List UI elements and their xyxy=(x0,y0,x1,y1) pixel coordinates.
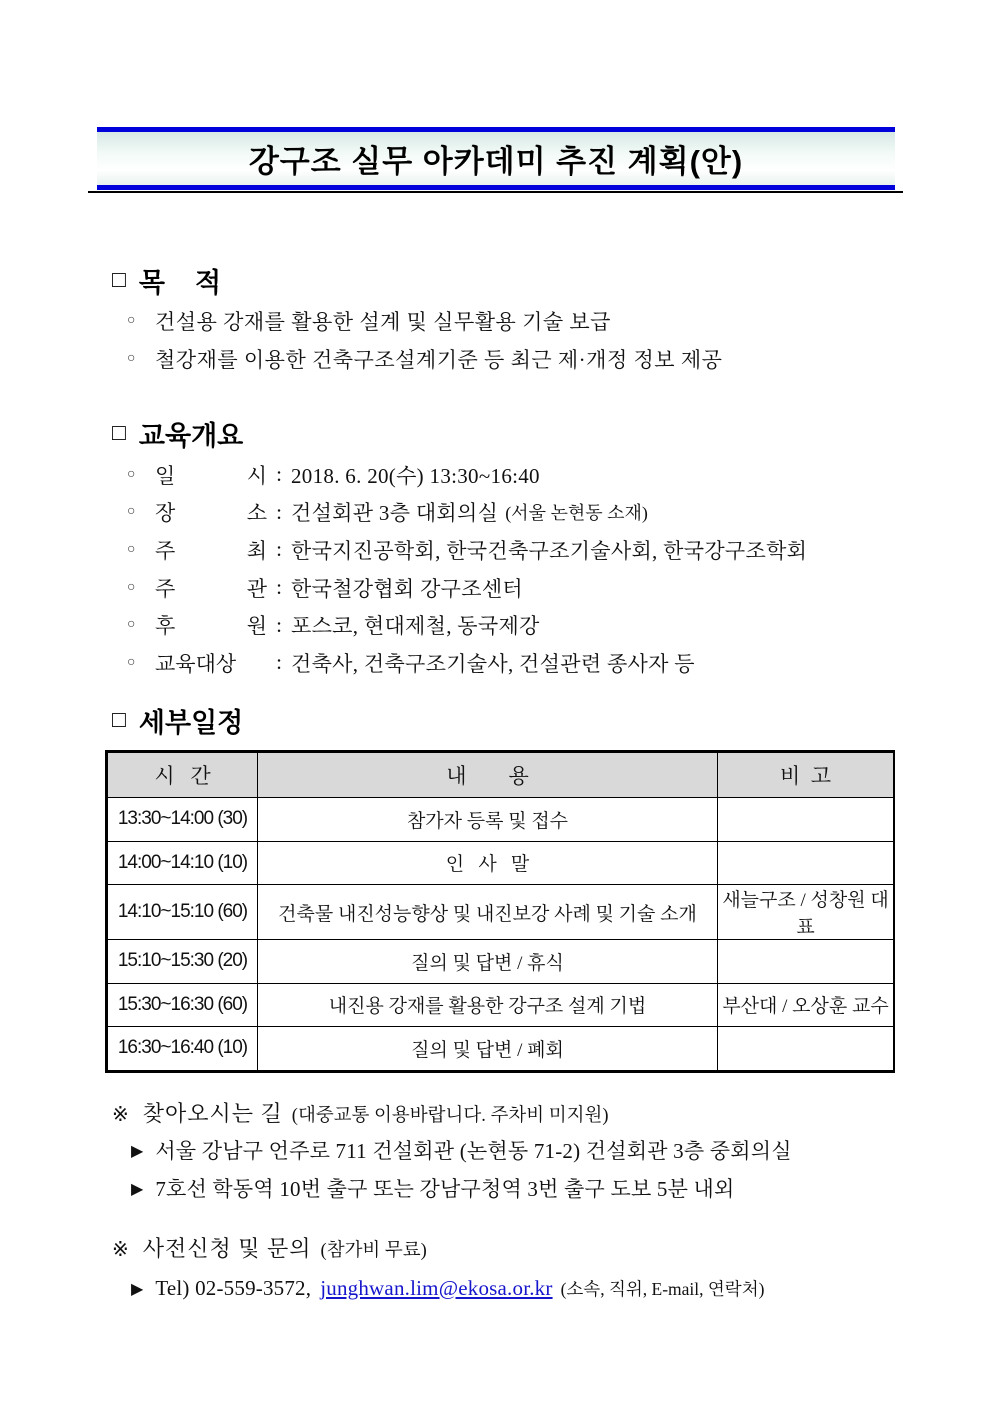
overview-item-value: 한국지진공학회, 한국건축구조기술사회, 한국강구조학회 xyxy=(291,538,808,563)
cell-time: 14:00~14:10 (10) xyxy=(108,841,258,885)
list-item xyxy=(131,1174,735,1202)
direction-item-text: 서울 강남구 언주로 711 건설회관 (논현동 71-2) 건설회관 3층 중회의실 xyxy=(155,1139,792,1163)
arrow-bullet-icon: ▶ xyxy=(131,1140,144,1160)
square-bullet-icon: □ xyxy=(112,266,126,292)
tel-number: Tel) 02-559-3572, xyxy=(155,1275,312,1300)
overview-list xyxy=(127,456,807,682)
label-colon: : xyxy=(276,575,282,600)
list-item xyxy=(127,494,807,532)
overview-item-value: 건축사, 건축구조기술사, 건설관련 종사자 등 xyxy=(291,651,695,676)
overview-item-note: (서울 논현동 소재) xyxy=(505,503,648,524)
table-row xyxy=(108,798,894,842)
cell-content: 참가자 등록 및 접수 xyxy=(258,798,718,842)
table-row xyxy=(108,1027,894,1071)
schedule-section-heading xyxy=(112,701,243,740)
cell-content: 질의 및 답변 / 폐회 xyxy=(258,1027,718,1071)
cell-time: 16:30~16:40 (10) xyxy=(108,1027,258,1071)
circle-bullet-icon: ○ xyxy=(127,313,136,328)
column-header-note: 비 고 xyxy=(718,753,894,798)
cell-note xyxy=(718,841,894,885)
overview-item-label: 일 시 xyxy=(155,463,267,488)
overview-item-label: 후 원 xyxy=(155,614,267,639)
cell-content: 내진용 강재를 활용한 강구조 설계 기법 xyxy=(258,983,718,1027)
label-colon: : xyxy=(276,537,282,562)
cell-time: 15:30~16:30 (60) xyxy=(108,983,258,1027)
directions-title: 찾아오시는 길 xyxy=(142,1101,283,1126)
list-item xyxy=(127,340,722,378)
overview-section-heading xyxy=(112,414,243,453)
list-item xyxy=(127,606,807,644)
purpose-bullet-text: 건설용 강재를 활용한 설계 및 실무활용 기술 보급 xyxy=(155,310,611,334)
cell-content: 건축물 내진성능향상 및 내진보강 사례 및 기술 소개 xyxy=(258,885,718,940)
cell-note xyxy=(718,798,894,842)
table-row xyxy=(108,841,894,885)
table-row xyxy=(108,940,894,984)
circle-bullet-icon: ○ xyxy=(127,617,136,633)
reference-mark-icon: ※ xyxy=(112,1102,129,1126)
list-item xyxy=(127,531,807,569)
circle-bullet-icon: ○ xyxy=(127,654,136,670)
label-colon: : xyxy=(276,462,282,487)
cell-time: 13:30~14:00 (30) xyxy=(108,798,258,842)
cell-note xyxy=(718,940,894,984)
square-bullet-icon: □ xyxy=(112,706,126,732)
arrow-bullet-icon: ▶ xyxy=(131,1278,144,1298)
overview-item-label: 주 최 xyxy=(155,538,267,563)
banner-shadow-rule xyxy=(88,191,903,193)
cell-note: 부산대 / 오상훈 교수 xyxy=(718,983,894,1027)
table-header-row xyxy=(108,753,894,798)
list-item xyxy=(127,456,807,494)
overview-item-value: 건설회관 3층 대회의실 xyxy=(291,501,499,526)
cell-content: 인 사 말 xyxy=(258,841,718,885)
arrow-bullet-icon: ▶ xyxy=(131,1178,144,1198)
schedule-heading-label: 세부일정 xyxy=(138,708,244,738)
reference-mark-icon: ※ xyxy=(112,1237,129,1261)
application-title: 사전신청 및 문의 xyxy=(142,1236,312,1261)
square-bullet-icon: □ xyxy=(112,419,126,445)
circle-bullet-icon: ○ xyxy=(127,579,136,595)
application-note-heading xyxy=(112,1232,427,1263)
circle-bullet-icon: ○ xyxy=(127,504,136,520)
application-title-note: (참가비 무료) xyxy=(320,1241,427,1261)
cell-note xyxy=(718,1027,894,1071)
purpose-section-heading xyxy=(112,261,221,300)
purpose-bullet-text: 철강재를 이용한 건축구조설계기준 등 최근 제·개정 정보 제공 xyxy=(155,348,723,372)
circle-bullet-icon: ○ xyxy=(127,351,136,366)
purpose-bullet-list xyxy=(127,302,722,378)
contact-fields-note: (소속, 직위, E-mail, 연락처) xyxy=(560,1278,765,1299)
overview-item-value: 한국철강협회 강구조센터 xyxy=(291,576,523,601)
title-banner xyxy=(97,127,895,190)
email-link[interactable]: junghwan.lim@ekosa.or.kr xyxy=(320,1275,553,1300)
cell-time: 14:10~15:10 (60) xyxy=(108,885,258,940)
circle-bullet-icon: ○ xyxy=(127,541,136,557)
overview-item-label: 주 관 xyxy=(155,576,267,601)
overview-item-label: 장 소 xyxy=(155,501,267,526)
schedule-table xyxy=(105,750,895,1073)
list-item xyxy=(131,1136,792,1164)
overview-heading-label: 교육개요 xyxy=(138,421,244,451)
purpose-heading-label: 목 적 xyxy=(138,268,222,298)
circle-bullet-icon: ○ xyxy=(127,466,136,482)
cell-note: 새늘구조 / 성창원 대표 xyxy=(718,885,894,940)
table-row xyxy=(108,983,894,1027)
direction-item-text: 7호선 학동역 10번 출구 또는 강남구청역 3번 출구 도보 5분 내외 xyxy=(155,1177,735,1201)
overview-item-label: 교육대상 xyxy=(155,651,237,676)
list-item xyxy=(127,302,722,340)
column-header-content: 내 용 xyxy=(258,753,718,798)
overview-item-value: 2018. 6. 20(수) 13:30~16:40 xyxy=(291,463,540,488)
list-item xyxy=(127,644,807,682)
document-title: 강구조 실무 아카데미 추진 계획(안) xyxy=(248,144,744,179)
label-colon: : xyxy=(276,650,282,675)
column-header-time: 시 간 xyxy=(108,753,258,798)
directions-title-note: (대중교통 이용바랍니다. 주차비 미지원) xyxy=(291,1106,609,1126)
contact-line xyxy=(131,1274,764,1302)
table-row xyxy=(108,885,894,940)
directions-note-heading xyxy=(112,1097,609,1128)
cell-content: 질의 및 답변 / 휴식 xyxy=(258,940,718,984)
label-colon: : xyxy=(276,612,282,637)
label-colon: : xyxy=(276,499,282,524)
list-item xyxy=(127,569,807,607)
cell-time: 15:10~15:30 (20) xyxy=(108,940,258,984)
overview-item-value: 포스코, 현대제철, 동국제강 xyxy=(291,614,540,639)
